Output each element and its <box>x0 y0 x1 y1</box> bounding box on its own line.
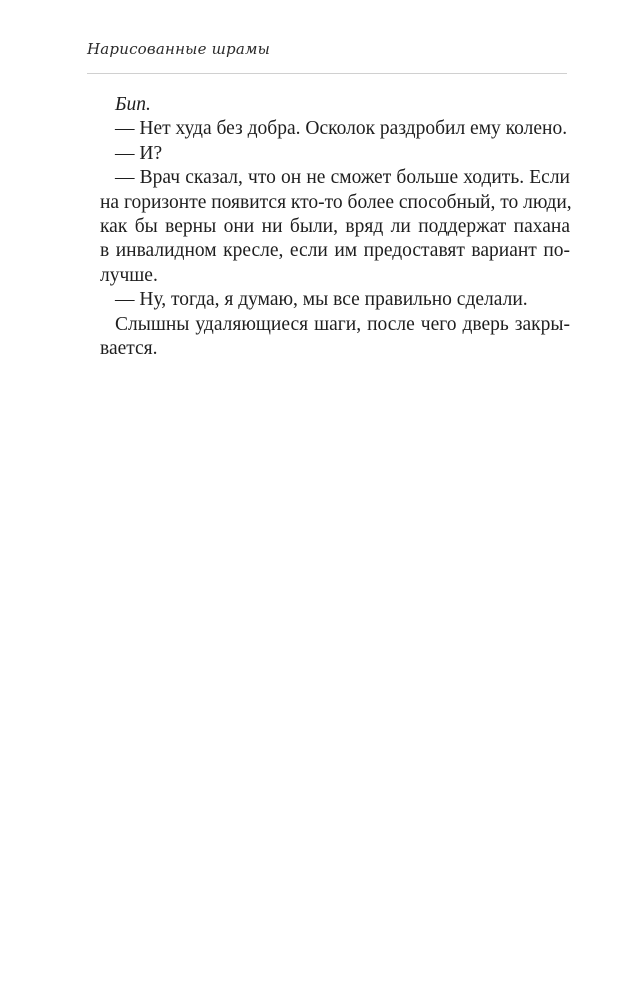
text-line: вается. <box>100 337 158 359</box>
text-line: в инвалидном кресле, если им предоставят вариант по- <box>100 240 570 262</box>
text-line: лучше. <box>100 264 158 286</box>
text-line: — Нет худа без добра. Осколок раздробил ему колено. <box>115 118 568 140</box>
text-line: — Ну, тогда, я думаю, мы все правильно сделали. <box>115 289 528 311</box>
text-line: как бы верны они ни были, вряд ли поддержат пахана <box>100 215 570 237</box>
text-line: — И? <box>115 142 163 164</box>
text-line: Бип. <box>115 94 151 115</box>
text-line: на горизонте появится кто-то более способный, то люди, <box>100 191 572 213</box>
body-text <box>100 93 570 361</box>
text-line: — Врач сказал, что он не сможет больше ходить. Если <box>115 167 570 189</box>
text-line: Слышны удаляющиеся шаги, после чего дверь закры- <box>115 313 570 335</box>
header-rule <box>87 73 567 74</box>
running-head: Нарисованные шрамы <box>87 40 271 58</box>
